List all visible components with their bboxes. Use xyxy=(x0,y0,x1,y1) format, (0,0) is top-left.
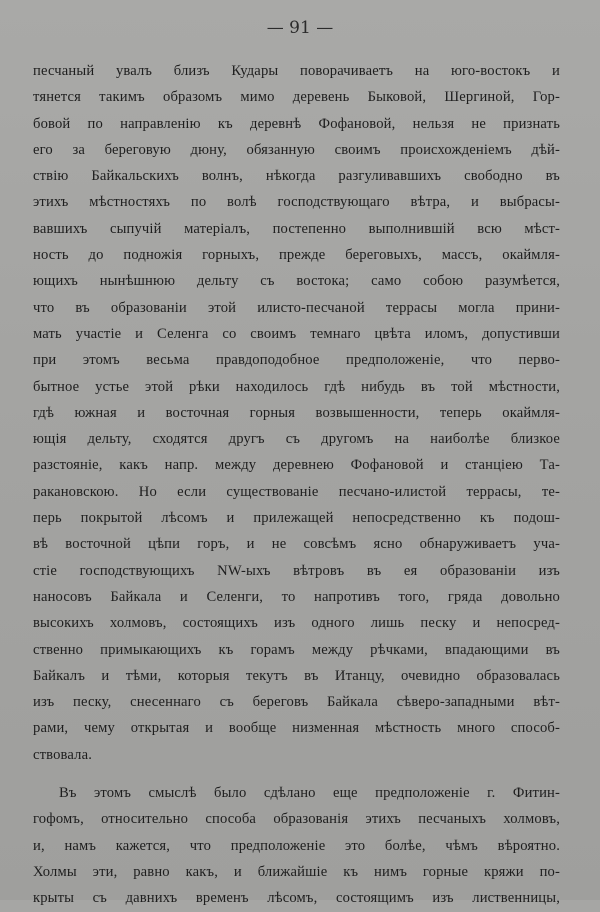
text-line: наносовъ Байкала и Селенги, то напротивъ того, гряда довольно xyxy=(33,588,560,605)
text-line: ющихъ нынѣшнюю дельту съ востока; само собою разумѣется, xyxy=(33,273,560,290)
text-line: Байкалъ и тѣми, которыя текутъ въ Итанцу, очевидно образовалась xyxy=(33,667,560,684)
text-line: этихъ мѣстностяхъ по волѣ господствующаго вѣтра, и выбрасы- xyxy=(33,194,560,211)
text-line: высокихъ холмовъ, состоящихъ изъ одного лишь песку и непосред- xyxy=(33,615,560,632)
body-text xyxy=(33,58,560,912)
text-line: тянется такимъ образомъ мимо деревень Быковой, Шергиной, Гор- xyxy=(33,89,560,106)
paragraph-1 xyxy=(33,58,560,768)
text-line: гофомъ, относительно способа образованія этихъ песчаныхъ холмовъ, xyxy=(33,811,560,828)
text-line: его за береговую дюну, обязанную своимъ происхожденіемъ дѣй- xyxy=(33,141,560,158)
text-line: ственно примыкающихъ къ горамъ между рѣчками, впадающими въ xyxy=(33,641,560,658)
text-line: и, намъ кажется, что предположеніе это болѣе, чѣмъ вѣроятно. xyxy=(33,837,560,854)
page-number: — 91 — xyxy=(266,18,334,38)
text-line: ствію Байкальскихъ волнъ, нѣкогда разгуливавшихъ свободно въ xyxy=(33,168,560,185)
text-line: крыты съ давнихъ временъ лѣсомъ, состоящимъ изъ лиственницы, xyxy=(33,890,560,907)
text-line: при этомъ весьма правдоподобное предположеніе, что перво- xyxy=(33,352,560,369)
text-line: что въ образованіи этой илисто-песчаной террасы могла прини- xyxy=(33,299,560,316)
text-line: гдѣ южная и восточная горныя возвышенности, теперь окаймля- xyxy=(33,404,560,421)
text-line: изъ песку, снесеннаго съ береговъ Байкала сѣверо-западными вѣт- xyxy=(33,694,560,711)
text-line: ствовала. xyxy=(33,746,93,763)
text-line: ющія дельту, сходятся другъ съ другомъ на наиболѣе близкое xyxy=(33,431,560,448)
text-line: Въ этомъ смыслѣ было сдѣлано еще предположеніе г. Фитин- xyxy=(59,785,560,802)
text-line: разстояніе, какъ напр. между деревнею Фофановой и станціею Та- xyxy=(33,457,560,474)
text-line: песчаный увалъ близъ Кудары поворачиваетъ на юго-востокъ и xyxy=(33,63,560,79)
text-line: перь покрытой лѣсомъ и прилежащей непосредственно къ подош- xyxy=(33,510,560,527)
text-line: ракановскою. Но если существованіе песчано-илистой террасы, те- xyxy=(33,483,560,500)
text-line: бытное устье этой рѣки находилось гдѣ нибудь въ той мѣстности, xyxy=(33,378,560,395)
paragraph-2 xyxy=(33,780,560,911)
text-line: мать участіе и Селенга со своимъ темнаго цвѣта иломъ, допустивши xyxy=(33,325,560,342)
text-line: бовой по направленію къ деревнѣ Фофановой, нельзя не признать xyxy=(33,115,560,132)
text-line: вѣ восточной цѣпи горъ, и не совсѣмъ ясно обнаруживаетъ уча- xyxy=(33,536,560,553)
text-line: вавшихъ сыпучій матеріалъ, постепенно выполнившій всю мѣст- xyxy=(33,220,560,237)
text-line: рами, чему открытая и вообще низменная мѣстность много способ- xyxy=(33,720,560,737)
text-line: Холмы эти, равно какъ, и ближайшіе къ нимъ горные кряжи по- xyxy=(33,863,560,880)
text-line: ность до подножія горныхъ, прежде береговыхъ, массъ, окаймля- xyxy=(33,247,560,264)
text-line: стіе господствующихъ NW-ыхъ вѣтровъ въ ея образованіи изъ xyxy=(33,562,560,579)
